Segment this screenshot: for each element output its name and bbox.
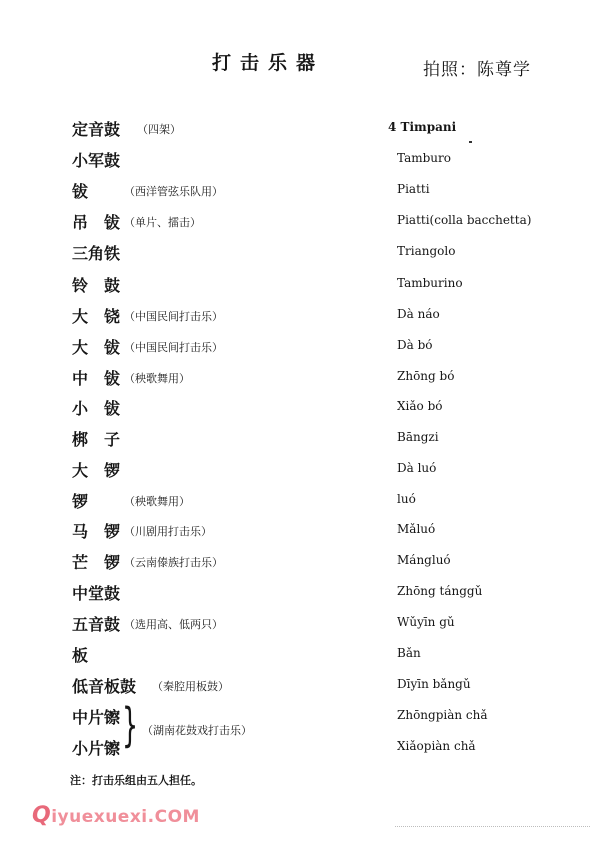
instrument-row (0, 148, 601, 172)
stray-mark (469, 141, 472, 143)
instrument-chinese-name: 吊 钹 (72, 213, 121, 232)
instrument-chinese-name: 锣 (72, 492, 89, 511)
instrument-note: （云南傣族打击乐） (124, 556, 223, 569)
instrument-italian-name: Piatti (397, 182, 430, 196)
instrument-italian-name: luó (397, 492, 416, 506)
instrument-row (0, 179, 601, 203)
instrument-row (0, 241, 601, 265)
instrument-row (0, 736, 601, 760)
instrument-italian-name: Dà náo (397, 307, 440, 321)
instrument-italian-name: Dīyīn bǎngǔ (397, 677, 471, 691)
instrument-row (0, 396, 601, 420)
instrument-chinese-name: 板 (72, 646, 89, 665)
instrument-italian-name: Wǔyīn gǔ (397, 615, 455, 629)
instrument-note: （单片、擂击） (124, 216, 201, 229)
instrument-row (0, 210, 601, 234)
instrument-italian-name: Zhōng bó (397, 369, 455, 383)
instrument-note: （四架） (137, 123, 181, 136)
instrument-italian-name: Tamburino (397, 276, 463, 290)
instrument-row (0, 489, 601, 513)
footnote: 注：打击乐组由五人担任。 (70, 774, 202, 787)
instrument-chinese-name: 大 锣 (72, 461, 121, 480)
instrument-row (0, 273, 601, 297)
grouping-brace: } (122, 698, 139, 752)
instrument-italian-name: Mángluó (397, 553, 451, 567)
instrument-row (0, 458, 601, 482)
instrument-italian-name: Dà luó (397, 461, 437, 475)
instrument-chinese-name: 三角铁 (72, 244, 121, 263)
instrument-italian-name: Piatti(colla bacchetta) (397, 213, 532, 227)
instrument-chinese-name: 低音板鼓 (72, 677, 137, 696)
instrument-chinese-name: 五音鼓 (72, 615, 121, 634)
instrument-note: （川剧用打击乐） (124, 525, 212, 538)
instrument-italian-name: Bǎn (397, 646, 421, 660)
instrument-row (0, 519, 601, 543)
instrument-row (0, 304, 601, 328)
instrument-note: （秧歌舞用） (124, 372, 190, 385)
instrument-chinese-name: 大 钹 (72, 338, 121, 357)
instrument-chinese-name: 小 钹 (72, 399, 121, 418)
instrument-chinese-name: 中堂鼓 (72, 584, 121, 603)
instrument-chinese-name: 中 钹 (72, 369, 121, 388)
site-watermark: Qiyuexuexi.COM (32, 803, 200, 828)
instrument-chinese-name: 钹 (72, 182, 89, 201)
grouped-instrument-note: （湖南花鼓戏打击乐） (142, 724, 252, 737)
instrument-chinese-name: 梆 子 (72, 430, 121, 449)
instrument-chinese-name: 小军鼓 (72, 151, 121, 170)
instrument-row (0, 612, 601, 636)
instrument-row (0, 335, 601, 359)
instrument-italian-name: Xiǎo bó (397, 399, 443, 413)
instrument-chinese-name: 小片镲 (72, 739, 121, 758)
instrument-italian-name: Zhōngpiàn chǎ (397, 708, 488, 722)
dotted-line (395, 826, 590, 828)
instrument-row (0, 705, 601, 729)
instrument-chinese-name: 大 铙 (72, 307, 121, 326)
instrument-row (0, 550, 601, 574)
instrument-chinese-name: 芒 锣 (72, 553, 121, 572)
instrument-italian-name: Tamburo (397, 151, 451, 165)
instrument-chinese-name: 马 锣 (72, 522, 121, 541)
instrument-row (0, 366, 601, 390)
instrument-row (0, 643, 601, 667)
instrument-chinese-name: 铃 鼓 (72, 276, 121, 295)
instrument-row (0, 427, 601, 451)
instrument-note: （秧歌舞用） (124, 495, 190, 508)
instrument-row (0, 674, 601, 698)
instrument-row (0, 581, 601, 605)
instrument-note: （秦腔用板鼓） (152, 680, 229, 693)
instrument-italian-name: Triangolo (397, 244, 456, 258)
instrument-chinese-name: 定音鼓 (72, 120, 121, 139)
instrument-italian-name: Dà bó (397, 338, 433, 352)
instrument-italian-name: Zhōng tánggǔ (397, 584, 483, 598)
instrument-note: （西洋管弦乐队用） (124, 185, 223, 198)
instrument-italian-name: 4 Timpani (388, 120, 457, 134)
instrument-chinese-name: 中片镲 (72, 708, 121, 727)
instrument-italian-name: Xiǎopiàn chǎ (397, 739, 476, 753)
instrument-note: （中国民间打击乐） (124, 341, 223, 354)
instrument-italian-name: Bāngzi (397, 430, 439, 444)
page-title: 打击乐器 (212, 52, 325, 74)
instrument-italian-name: Mǎluó (397, 522, 436, 536)
instrument-row (0, 117, 601, 141)
instrument-note: （选用高、低两只） (124, 618, 223, 631)
instrument-note: （中国民间打击乐） (124, 310, 223, 323)
photographer-credit: 拍照：陈尊学 (423, 60, 531, 80)
